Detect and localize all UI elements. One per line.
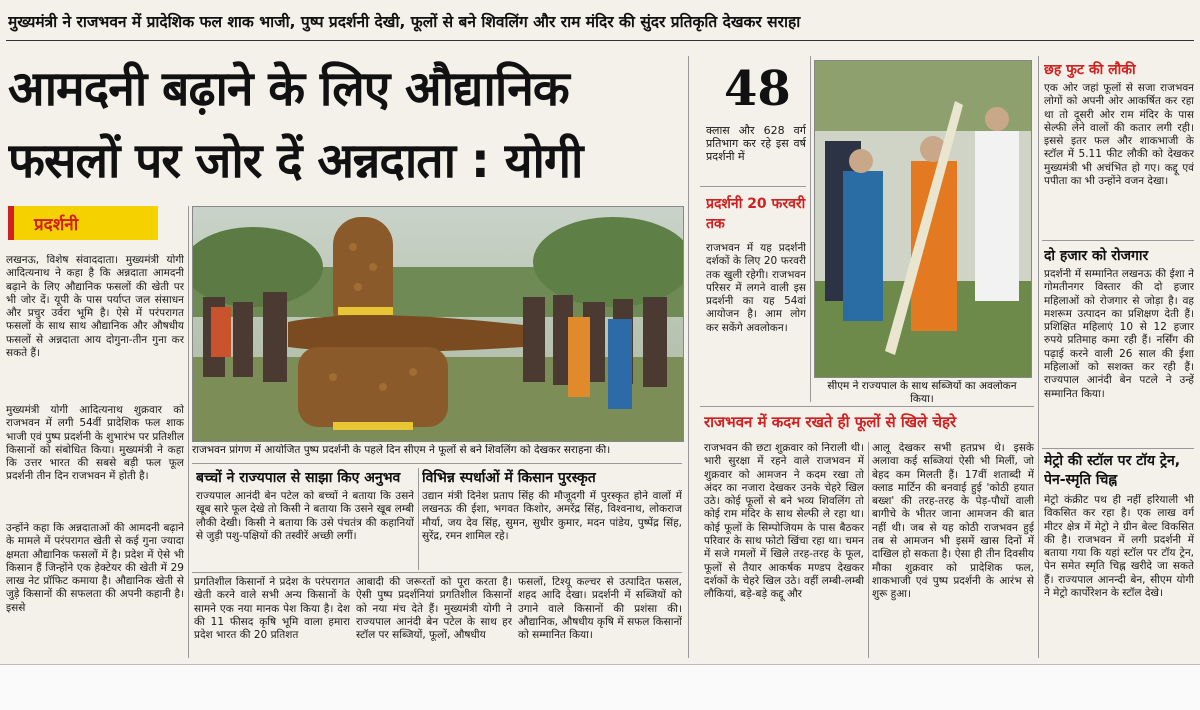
farmers-text: उद्यान मंत्री दिनेश प्रताप सिंह की मौजूदगी में पुरस्कृत होने वालों में लखनऊ की ईशा, भगवत किशोर, अमरेंद्र सिंह, विश्वनाथ, लोकराज मौर्या, जय देव सिंह, सुमन, सुधीर कुमार, मदन पांडेय, पुष्पेंद्र सिंह, सुरेंद्र, रमन शामिल रहे। [422,490,682,542]
stat-number: 48 [724,61,791,117]
right-column-divider [1038,56,1039,658]
col1-paragraph-2: मुख्यमंत्री योगी आदित्यनाथ शुक्रवार को राजभवन में लगी 54वीं प्रादेशिक फल शाक भाजी एवं पुष्प प्रदर्शनी के शुभारंभ पर प्रतिशील किसानों को संबोधित किया। मुख्यमंत्री ने कहा कि उत्तर भारत की सबसे बड़ी फल फूल प्रदर्शनी तीन दिन राजभवन में होती है। [6,404,184,483]
gourd-text: एक ओर जहां फूलों से सजा राजभवन लोगों को अपनी ओर आकर्षित कर रहा था तो दूसरी ओर राम मंदिर के पास सेल्फी लेने वालों की कतार लगी रही। इससे इतर फल और शाकभाजी के स्टॉल में 5.11 फीट लौकी को देखकर मुख्यमंत्री भी अचंभित हो गए। कद्दू एवं पपीता का भी उन्होंने वजन देखा। [1044,82,1194,188]
jobs-rule [1042,448,1194,449]
kids-text: राज्यपाल आनंदी बेन पटेल को बच्चों ने बताया कि उसने खूब सारे फूल देखे तो किसी ने बताया कि उसने खूब लम्बी लौकी देखी। किसी ने बताया कि उसे पंचतंत्र की कहानियों से जुड़ी पशु-पक्षियों की तस्वीरें अच्छी लगीं। [196,490,414,542]
col1-paragraph-1: लखनऊ, विशेष संवाददाता। मुख्यमंत्री योगी आदित्यनाथ ने कहा है कि अन्नदाता आमदनी बढ़ाने के लिए औद्यानिक फसलों की खेती पर भी जोर दें। यूपी के पास पर्याप्त जल संसाधन और प्रचुर उर्वरा भूमि है। ऐसे में परंपरागत फसलों के साथ साथ औद्यानिक और औषधीय फसलों से अन्नदाता आय दोगुना-तीन गुना कर सकते हैं। [6,254,184,360]
rajbhavan-rule-top [700,406,1034,407]
second-photo-caption: सीएम ने राज्यपाल के साथ सब्जियों का अवलोकन किया। [827,380,1017,405]
section-tag-label: प्रदर्शनी [34,215,79,235]
cm-governor-photo-illustration [815,61,1031,377]
jobs-text: प्रदर्शनी में सम्मानित लखनऊ की ईशा ने गोमतीनगर विस्तार की दो हजार महिलाओं को रोजगार से जोड़ा है। वह मशरूम उत्पादन का प्रशिक्षण देती हैं। प्रशिक्षित महिलाएं 10 से 12 हजार रुपये प्रतिमाह कमा रही हैं। नर्सिंग की पढ़ाई करने वाली 26 साल की ईशा महिलाओं को सशक्त कर रही हैं। राज्यपाल आनंदी बेन पटले ने उन्हें सम्मानित किया। [1044,268,1194,400]
rajbhavan-col-1: राजभवन की छटा शुक्रवार को निराली थी। भारी सुरक्षा में रहने वाले राजभवन में शुक्रवार को आमजन ने कदम रखा तो अंदर का नजारा देखकर उनके चेहरे खिल उठे। कोई फूलों से बने भव्य शिवलिंग तो कोई राम मंदिर के साथ सेल्फी ले रहा था। कोई फूलों के सिम्पोजियम के पास बैठकर परिवार के साथ फोटो खिंचा रहा था। चमन में सजे गमलों में खिले तरह-तरह के फूल, फूलों से तैयार आकर्षक मण्डप देखकर दर्शकों के चेहरे खिल उठे। वहीं लम्बी-लम्बी लौकियां, बड़े-बड़े कद्दू और [704,442,864,601]
kids-divider [418,468,419,570]
rajbhavan-col-2: आलू देखकर सभी हतप्रभ थे। इसके अलावा कई सब्जियां ऐसी भी मिलीं, जो बेहद कम मिलती हैं। 17वीं शताब्दी में क्लाड मार्टिन की बनवाई हुई 'कोठी हयात बख्श' की तरह-तरह के पेड़-पौधों वाली बागीचे के भीतर जाना आमजन की बात नहीं थी। जब से यह कोठी राजभवन हुई तब से आमजन भी इसमें खास दिनों में दाखिल हो सकता है। ऐसा ही तीन दिवसीय मौका शुक्रवार को प्रादेशिक फल, शाकभाजी एवं पुष्प प्रदर्शनी के आरंभ से शुरू हुआ। [872,442,1034,601]
kids-heading: बच्चों ने राज्यपाल से साझा किए अनुभव [196,470,401,486]
bottom-col-3: फसलों, टिश्यू कल्चर से उत्पादित फसल, शहद आदि देखा। प्रदर्शनी में सब्जियों को उगाने वाले किसानों की प्रशंसा की। औद्यानिक, औषधीय कृषि में सफल किसानों को सम्मानित किया। [518,576,682,642]
exhibit-divider [810,56,811,402]
caption-rule [192,463,682,464]
metro-heading: मेट्रो की स्टॉल पर टॉय ट्रेन, पेन-स्मृति चिह्न [1044,453,1181,488]
bottom-col-2: आबादी की जरूरतों को पूरा करता है। ऐसी पुष्प प्रदर्शनियां प्रगतिशील किसानों को नया मंच देते हैं। मुख्यमंत्री योगी ने राज्यपाल आनंदी बेन पटेल के साथ हर स्टॉल पर सब्जियों, फूलों, औषधीय [356,576,512,642]
center-divider [688,56,689,658]
gourd-heading: छह फुट की लौकी [1044,62,1136,78]
rajbhavan-divider [868,442,869,658]
rajbhavan-heading: राजभवन में कदम रखते ही फूलों से खिले चेहरे [704,413,957,431]
main-photo-caption: राजभवन प्रांगण में आयोजित पुष्प प्रदर्शनी के पहले दिन सीएम ने फूलों से बने शिवलिंग को देखकर सराहना की। [192,444,611,456]
bottom-rule [192,572,682,573]
gourd-rule [1042,240,1194,241]
bottom-col-1: प्रगतिशील किसानों ने प्रदेश के परंपरागत खेती करने वाले सभी अन्य किसानों के सामने एक नया मानक पेश किया है। देश की 11 फीसद कृषि भूमि वाला हमारा प्रदेश भारत की 20 प्रतिशत [194,576,350,642]
exhibit-heading: प्रदर्शनी 20 फरवरी तक [706,196,806,232]
headline-line-1: आमदनी बढ़ाने के लिए औद्यानिक [8,61,569,117]
bottom-strip [0,664,1200,710]
banner-rule [6,40,1194,41]
jobs-heading: दो हजार को रोजगार [1044,248,1149,264]
metro-text: मेट्रो कंक्रीट पथ ही नहीं हरियाली भी विकसित कर रहा है। एक लाख वर्ग मीटर क्षेत्र में मेट्रो ने ग्रीन बेल्ट विकसित की है। राजभवन में लगी प्रदर्शनी में बताया गया कि यहां स्टॉल पर टॉय ट्रेन, पेन समेत स्मृति चिह्न खरीदे जा सकते हैं। राज्यपाल आनन्दी बेन, सीएम योगी ने मेट्रो कार्पोरेशन के स्टॉल देखे। [1044,494,1194,600]
section-tag [8,206,158,240]
shivling-photo-illustration [193,207,683,441]
stat-text: क्लास और 628 वर्ग प्रतिभाग कर रहे इस वर्ष प्रदर्शनी में [706,124,806,163]
farmers-heading: विभिन्न स्पर्धाओं में किसान पुरस्कृत [422,470,596,486]
headline-line-2: फसलों पर जोर दें अन्नदाता : योगी [8,133,583,189]
second-photo [814,60,1032,378]
col1-divider [188,206,189,658]
col1-paragraph-3: उन्होंने कहा कि अन्नदाताओं की आमदनी बढ़ाने के मामले में परंपरागत खेती से कई गुना ज्यादा क्षमता औद्यानिक फसलों में है। प्रदेश में ऐसे भी किसान हैं जिन्होंने एक हेक्टेयर की खेती में 29 लाख नेट प्रॉफिट कमाया है। औद्यानिक खेती से जुड़े किसानों की सफलता की अपनी कहानी है। इससे [6,522,184,614]
main-photo [192,206,684,442]
top-banner: मुख्यमंत्री ने राजभवन में प्रादेशिक फल शाक भाजी, पुष्प प्रदर्शनी देखी, फूलों से बने शिवलिंग और राम मंदिर की सुंदर प्रतिकृति देखकर सराहा [8,13,801,31]
exhibit-text: राजभवन में यह प्रदर्शनी दर्शकों के लिए 20 फरवरी तक खुली रहेगी। राजभवन परिसर में लगने वाली इस प्रदर्शनी का यह 54वां आयोजन है। आम लोग कर सकेंगे अवलोकन। [706,242,806,334]
stat-rule [700,186,806,187]
